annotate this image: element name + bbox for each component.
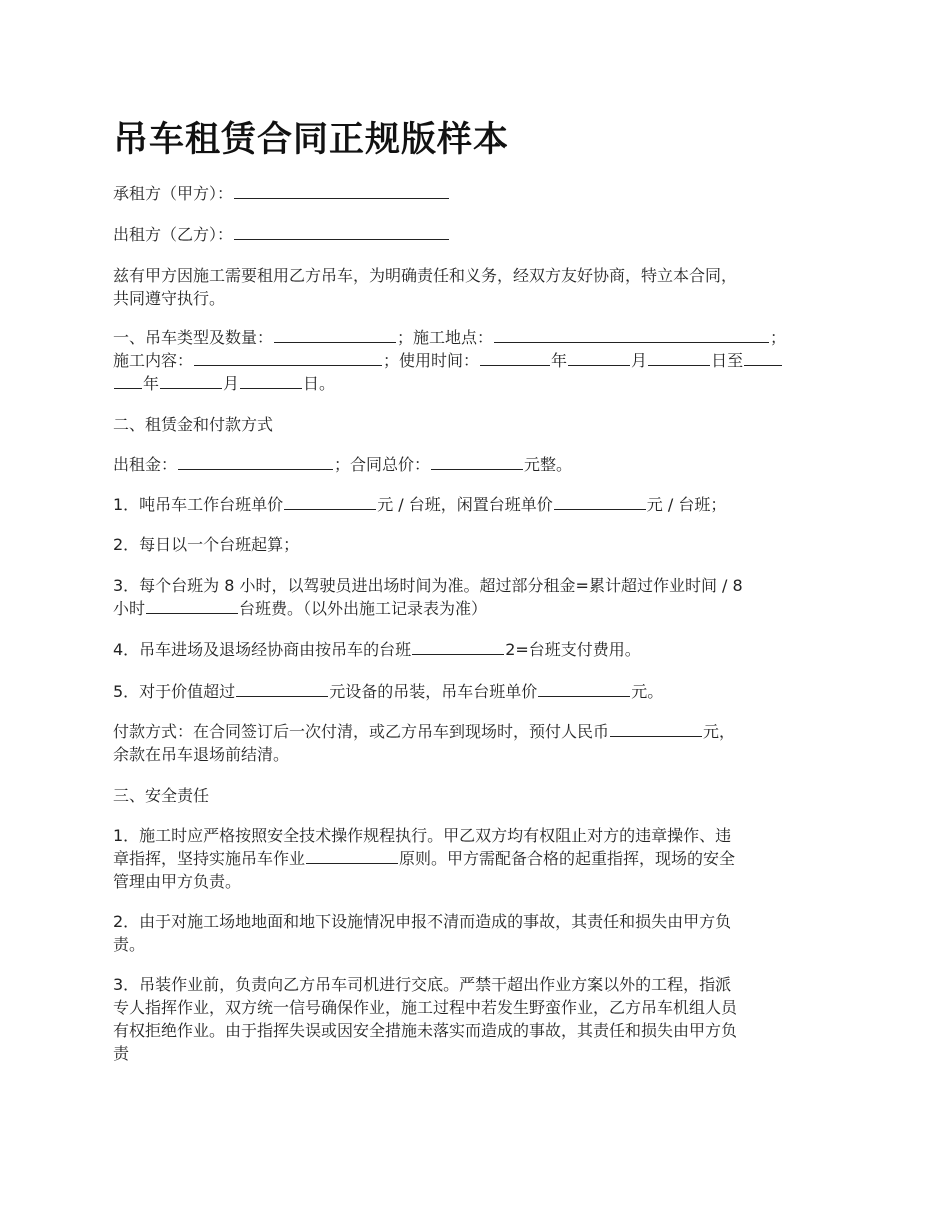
item-1-line	[113, 493, 843, 516]
item-5-line	[113, 680, 843, 703]
payment-line-2: 余款在吊车退场前结清。	[113, 745, 290, 764]
entry-exit-label: 4．吊车进场及退场经协商由按吊车的台班	[113, 640, 412, 659]
per-shift-label: 元 / 台班；	[646, 495, 727, 514]
payment-label: 付款方式：在合同签订后一次付清，或乙方吊车到现场时，预付人民币	[113, 722, 610, 741]
lessor-label: 出租方（乙方）：	[113, 225, 234, 244]
intro-line-1: 兹有甲方因施工需要租用乙方吊车，为明确责任和义务，经双方友好协商，特立本合同，	[113, 266, 738, 285]
safety-3-line-3: 有权拒绝作业。由于指挥失误或因安全措施未落实而造成的事故，其责任和损失由甲方负	[113, 1021, 738, 1040]
entry-exit-fee-label: 2=台班支付费用。	[505, 640, 641, 659]
crane-type-label: 一、吊车类型及数量：	[113, 328, 274, 347]
shift-fee-label: 台班费。（以外出施工记录表为准）	[239, 599, 488, 618]
site-blank	[494, 328, 769, 343]
idle-price-label: 元 / 台班，闲置台班单价	[377, 495, 553, 514]
safety-3-line-1: 3．吊装作业前，负责向乙方吊车司机进行交底。严禁干超出作业方案以外的工程，指派	[113, 975, 732, 994]
end-day-blank	[240, 374, 302, 389]
overtime-blank	[146, 599, 238, 614]
yuan-label: 元。	[631, 682, 664, 701]
start-year-blank	[480, 351, 550, 366]
lessee-label: 承租方（甲方）：	[113, 184, 234, 203]
total-price-blank	[431, 455, 523, 470]
section3-heading: 三、安全责任	[113, 786, 210, 805]
site-label: ；施工地点：	[397, 328, 494, 347]
intro-line-2: 共同遵守执行。	[113, 289, 226, 308]
start-day-blank	[648, 351, 710, 366]
document-title: 吊车租赁合同正规版样本	[113, 120, 510, 160]
use-time-label: ；使用时间：	[383, 351, 480, 370]
safety-2-line-1: 2．由于对施工场地地面和地下设施情况申报不清而造成的事故，其责任和损失由甲方负	[113, 912, 732, 931]
unit-price-label: 1．吨吊车工作台班单价	[113, 495, 284, 514]
item-3-line-1: 3．每个台班为 8 小时，以驾驶员进出场时间为准。超过部分租金=累计超过作业时间 / 8	[113, 576, 743, 595]
prepay-blank	[610, 722, 702, 737]
section1-line-1	[113, 326, 843, 349]
yuan-label: 元，	[703, 722, 736, 741]
crane-type-blank	[274, 328, 396, 343]
start-month-blank	[568, 351, 630, 366]
unit-price-blank	[284, 495, 376, 510]
rent-label: 出租金：	[113, 455, 178, 474]
entry-exit-blank	[412, 640, 504, 655]
year-label: 年	[551, 351, 568, 370]
rent-blank	[178, 455, 333, 470]
item-2-line: 2．每日以一个台班起算；	[113, 535, 300, 554]
principle-label: 原则。甲方需配备合格的起重指挥，现场的安全	[399, 849, 736, 868]
end-month-blank	[160, 374, 222, 389]
month-label: 月	[631, 351, 648, 370]
work-content-label: 施工内容：	[113, 351, 194, 370]
item-4-line	[113, 638, 843, 661]
payment-line-1	[113, 720, 843, 743]
lessor-line	[113, 223, 843, 246]
semicolon: ；	[770, 328, 787, 347]
principle-blank	[306, 849, 398, 864]
value-over-label: 5．对于价值超过	[113, 682, 236, 701]
section2-heading: 二、租赁金和付款方式	[113, 415, 274, 434]
safety-3-line-4: 责	[113, 1044, 130, 1063]
idle-price-blank	[554, 495, 646, 510]
month-label: 月	[223, 374, 240, 393]
end-year-blank-b	[114, 374, 142, 389]
safety-1-line-1: 1．施工时应严格按照安全技术操作规程执行。甲乙双方均有权阻止对方的违章操作、违	[113, 826, 732, 845]
day-to-label: 日至	[711, 351, 744, 370]
end-year-blank-a	[744, 351, 782, 366]
day-label: 日。	[303, 374, 336, 393]
lessee-blank	[234, 184, 449, 199]
lifting-price-blank	[538, 682, 630, 697]
value-blank	[236, 682, 328, 697]
lessee-line	[113, 182, 843, 205]
rent-line	[113, 453, 843, 476]
safety-3-line-2: 专人指挥作业，双方统一信号确保作业，施工过程中若发生野蛮作业，乙方吊车机组人员	[113, 998, 738, 1017]
safety-1-line-2	[113, 847, 843, 870]
lessor-blank	[234, 225, 449, 240]
yuan-label: 元整。	[524, 455, 573, 474]
safety-1-line-3: 管理由甲方负责。	[113, 872, 242, 891]
safety-2-line-2: 责。	[113, 935, 146, 954]
lifting-price-label: 元设备的吊装，吊车台班单价	[329, 682, 538, 701]
crane-work-label: 章指挥，坚持实施吊车作业	[113, 849, 306, 868]
section1-line-3	[113, 372, 843, 395]
hours-label: 小时	[113, 599, 146, 618]
work-content-blank	[194, 351, 382, 366]
section1-line-2	[113, 349, 843, 372]
item-3-line-2	[113, 597, 843, 620]
year-label: 年	[143, 374, 160, 393]
total-price-label: ；合同总价：	[334, 455, 431, 474]
